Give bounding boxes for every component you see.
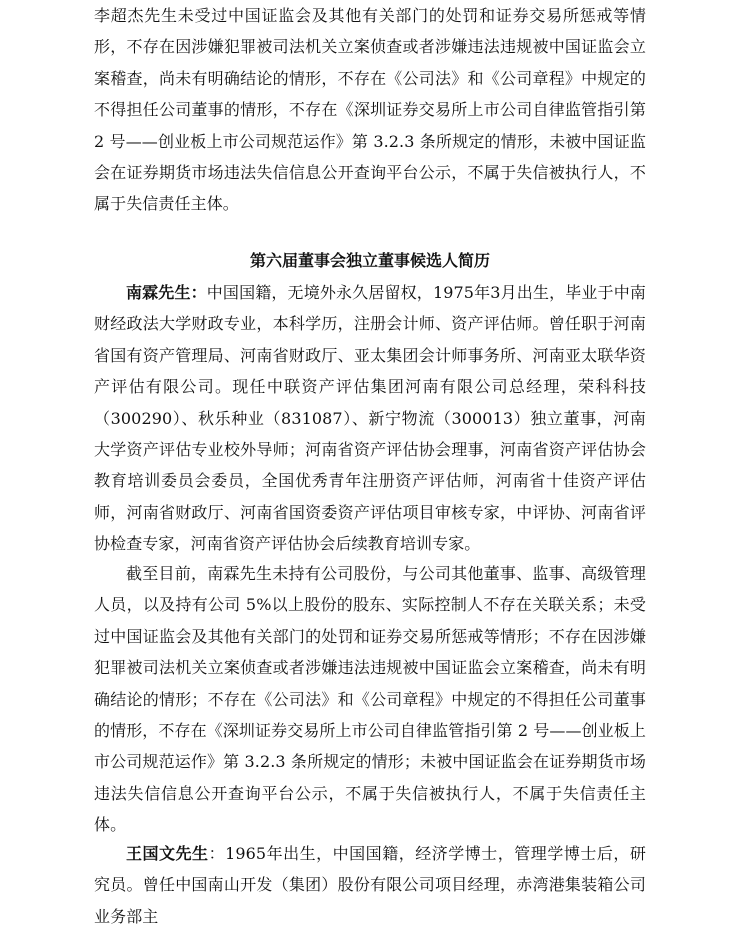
- nan-lin-resume-text: 中国国籍，无境外永久居留权，1975年3月出生，毕业于中南财经政法大学财政专业，本科学历，注册会计师、资产评估师。曾任职于河南省国有资产管理局、河南省财政厅、亚太集团会计师事务所、河南亚太联华资产评估有限公司。现任中联资产评估集团河南有限公司总经理，荣科科技（300290）、秋乐种业（831087）、新宁物流（300013）独立董事，河南大学资产评估专业校外导师；河南省资产评估协会理事，河南省资产评估协会教育培训委员会委员，全国优秀青年注册资产评估师，河南省十佳资产评估师，河南省财政厅、河南省国资委资产评估项目审核专家，中评协、河南省评协检查专家，河南省资产评估协会后续教育培训专家。: [94, 283, 646, 554]
- name-wang-guowen: 王国文先生: [126, 844, 209, 863]
- name-nan-lin: 南霖先生：: [126, 283, 207, 302]
- wang-guowen-resume-text: ：1965年出生，中国国籍，经济学博士，管理学博士后，研究员。曾任中国南山开发（集团）股份有限公司项目经理，赤湾港集装箱公司业务部主: [94, 844, 646, 926]
- paragraph-nan-lin-resume: [94, 277, 646, 560]
- section-heading-independent-director-resumes: 第六届董事会独立董事候选人简历: [249, 251, 490, 270]
- paragraph-li-chaojie-compliance: 李超杰先生未受过中国证监会及其他有关部门的处罚和证券交易所惩戒等情形，不存在因涉嫌犯罪被司法机关立案侦查或者涉嫌违法违规被中国证监会立案稽查，尚未有明确结论的情形，不存在《公司法》和《公司章程》中规定的不得担任公司董事的情形，不存在《深圳证券交易所上市公司自律监管指引第 2 号——创业板上市公司规范运作》第 3.2.3 条所规定的情形，未被中国证监会在证券期货市场违法失信信息公开查询平台公示，不属于失信被执行人，不属于失信责任主体。: [94, 6, 646, 214]
- paragraph-wang-guowen-resume: [94, 838, 646, 932]
- paragraph-nan-lin-compliance: 截至目前，南霖先生未持有公司股份，与公司其他董事、监事、高级管理人员，以及持有公司 5%以上股份的股东、实际控制人不存在关联关系；未受过中国证监会及其他有关部门的处罚和证券交易所惩戒等情形；不存在因涉嫌犯罪被司法机关立案侦查或者涉嫌违法违规被中国证监会立案稽查，尚未有明确结论的情形；不存在《公司法》和《公司章程》中规定的不得担任公司董事的情形，不存在《深圳证券交易所上市公司自律监管指引第 2 号——创业板上市公司规范运作》第 3.2.3 条所规定的情形；未被中国证监会在证券期货市场违法失信信息公开查询平台公示，不属于失信被执行人，不属于失信责任主体。: [94, 564, 646, 835]
